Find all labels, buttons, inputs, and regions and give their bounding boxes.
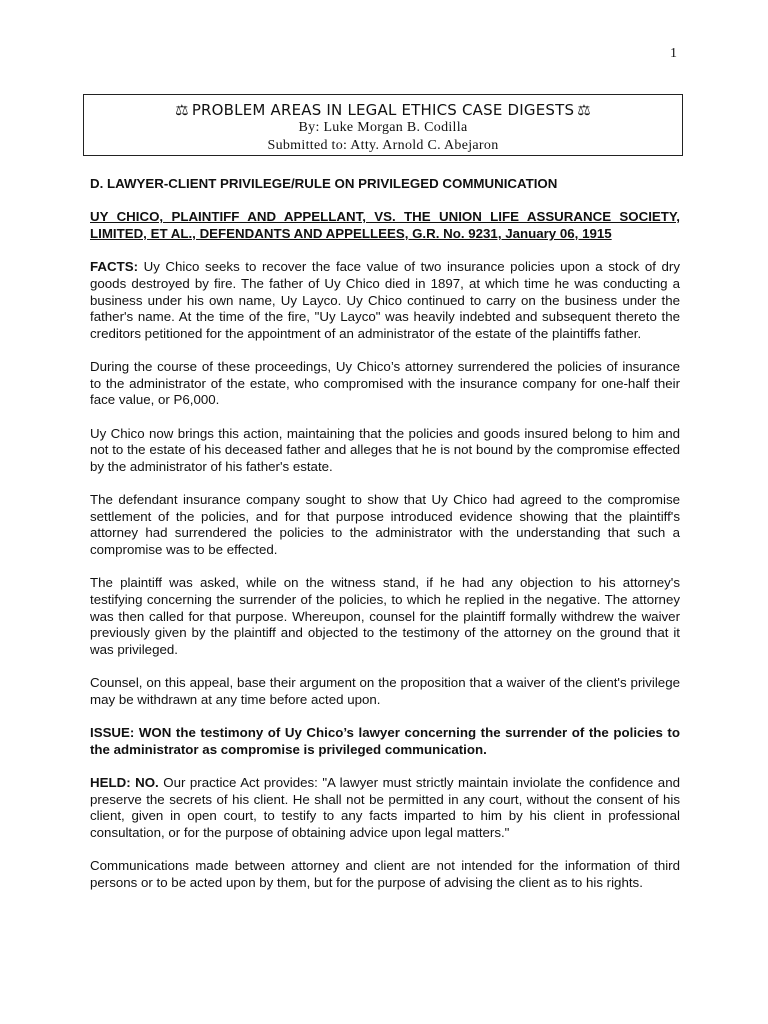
body-paragraph: During the course of these proceedings, Uy Chico’s attorney surrendered the policies of insurance to the administrator of the estate, who compromised with the insurance company for one-half their face value, or P6,000. xyxy=(90,359,680,408)
document-title-line xyxy=(84,101,682,119)
author-line: By: Luke Morgan B. Codilla xyxy=(298,120,468,135)
body-paragraph: The defendant insurance company sought to show that Uy Chico had agreed to the compromise settlement of the policies, and for that purpose introduced evidence showing that the plaintiff's attorney had surrendered the policies to the administrator with the understanding that such a compromise was to be effected. xyxy=(90,492,680,558)
body-paragraph: Counsel, on this appeal, base their argument on the proposition that a waiver of the client's privilege may be withdrawn at any time before acted upon. xyxy=(90,675,680,707)
submitted-line: Submitted to: Atty. Arnold C. Abejaron xyxy=(267,138,499,153)
facts-paragraph xyxy=(90,259,680,342)
held-paragraph xyxy=(90,775,680,841)
issue-paragraph: ISSUE: WON the testimony of Uy Chico’s lawyer concerning the surrender of the policies to the administrator as compromise is privileged communication. xyxy=(90,725,680,757)
case-title: UY CHICO, PLAINTIFF AND APPELLANT, VS. THE UNION LIFE ASSURANCE SOCIETY, LIMITED, ET AL., DEFENDANTS AND APPELLEES, G.R. No. 9231, January 06, 1915 xyxy=(90,209,680,241)
facts-label: FACTS: xyxy=(90,259,139,275)
document-title: PROBLEM AREAS IN LEGAL ETHICS CASE DIGESTS xyxy=(191,101,575,119)
body-paragraph: The plaintiff was asked, while on the witness stand, if he had any objection to his attorney's testifying concerning the surrender of the policies, to which he replied in the negative. The attorney was then called for that purpose. Whereupon, counsel for the plaintiff formally withdrew the waiver previously given by the plaintiff and objected to the testimony of the attorney on the ground that it was privileged. xyxy=(90,575,680,657)
section-heading: D. LAWYER-CLIENT PRIVILEGE/RULE ON PRIVILEGED COMMUNICATION xyxy=(90,176,558,191)
document-body xyxy=(90,176,680,908)
facts-text: Uy Chico seeks to recover the face value of two insurance policies upon a stock of dry goods destroyed by fire. The father of Uy Chico died in 1897, at which time he was conducting a business under his own name, Uy Layco. Uy Chico continued to carry on the business under the father's name. At the time of the fire, "Uy Layco" was heavily indebted and subsequent thereto the creditors petitioned for the appointment of an administrator of the estate of the plaintiffs father. xyxy=(90,259,680,341)
held-label: HELD: NO. xyxy=(90,775,159,791)
page-number: 1 xyxy=(670,46,677,61)
held-text: Our practice Act provides: "A lawyer must strictly maintain inviolate the confidence and preserve the secrets of his client. He shall not be permitted in any court, without the consent of his client, given in open court, to testify to any facts imparted to him by his client in professional consultation, or for the purpose of obtaining advice upon legal matters." xyxy=(90,775,680,840)
document-header xyxy=(83,94,683,156)
body-paragraph: Uy Chico now brings this action, maintaining that the policies and goods insured belong to him and not to the estate of his deceased father and alleges that he is not bound by the compromise effected by the administrator of his father's estate. xyxy=(90,425,680,474)
scales-of-justice-icon: ⚖ xyxy=(175,101,189,119)
scales-of-justice-icon: ⚖ xyxy=(577,101,591,119)
closing-paragraph: Communications made between attorney and client are not intended for the information of third persons or to be acted upon by them, but for the purpose of advising the client as to his rights. xyxy=(90,858,680,890)
